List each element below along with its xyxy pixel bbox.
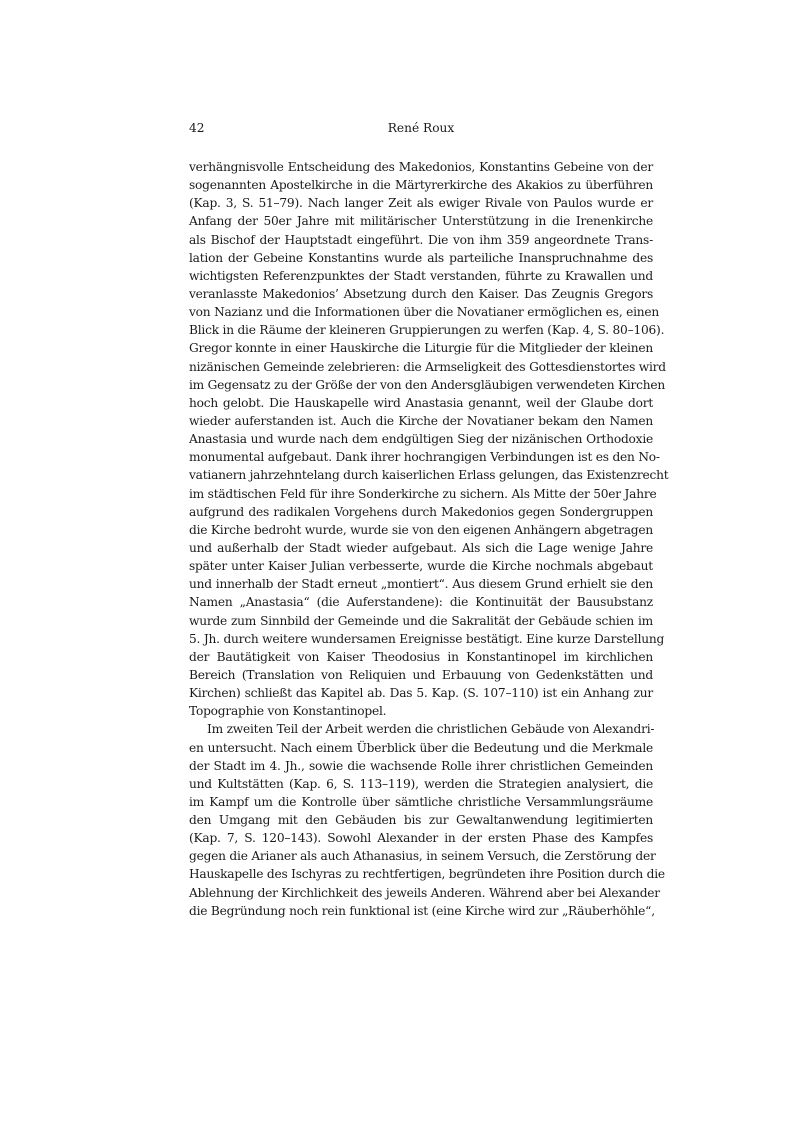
text-line: gegen die Arianer als auch Athanasius, in seinem Versuch, die Zerstörung der (189, 849, 656, 864)
text-line: vatianern jahrzehntelang durch kaiserlichen Erlass gelungen, das Existenzrecht (189, 468, 669, 483)
text-line: veranlasste Makedonios’ Absetzung durch den Kaiser. Das Zeugnis Gregors (189, 286, 653, 301)
text-line: und Kultstätten (Kap. 6, S. 113–119), werden die Strategien analysiert, die (189, 776, 653, 791)
text-line: Blick in die Räume der kleineren Gruppierungen zu werfen (Kap. 4, S. 80–106). (189, 323, 665, 338)
paragraph-end-line: Topographie von Konstantinopel. (189, 704, 387, 719)
text-line: lation der Gebeine Konstantins wurde als parteiliche Inanspruchnahme des (189, 250, 653, 265)
text-line: und innerhalb der Stadt erneut „montiert“. Aus diesem Grund erhielt sie den (189, 577, 653, 592)
text-line: Anfang der 50er Jahre mit militärischer Unterstützung in die Irenenkirche (189, 214, 653, 229)
text-line: en untersucht. Nach einem Überblick über die Bedeutung und die Merkmale (189, 740, 653, 755)
text-line: die Kirche bedroht wurde, wurde sie von den eigenen Anhängern abgetragen (189, 522, 653, 537)
text-line: und außerhalb der Stadt wieder aufgebaut. Als sich die Lage wenige Jahre (189, 540, 653, 555)
text-line: hoch gelobt. Die Hauskapelle wird Anastasia genannt, weil der Glaube dort (189, 395, 653, 410)
text-line: von Nazianz und die Informationen über die Novatianer ermöglichen es, einen (189, 305, 660, 320)
text-line: im Kampf um die Kontrolle über sämtliche christliche Versammlungsräume (189, 794, 653, 809)
text-line: die Begründung noch rein funktional ist (eine Kirche wird zur „Räuberhöhle“, (189, 903, 655, 918)
paragraph-first-line: Im zweiten Teil der Arbeit werden die christlichen Gebäude von Alexandri- (207, 722, 655, 737)
body-text (189, 158, 669, 920)
text-line: Namen „Anastasia“ (die Auferstandene): die Kontinuität der Bausubstanz (189, 595, 653, 610)
text-line: monumental aufgebaut. Dank ihrer hochrangigen Verbindungen ist es den No- (189, 450, 660, 465)
text-line: im Gegensatz zu der Größe der von den Andersgläubigen verwendeten Kirchen (189, 377, 666, 392)
text-line: im städtischen Feld für ihre Sonderkirche zu sichern. Als Mitte der 50er Jahre (189, 486, 657, 501)
text-line: sogenannten Apostelkirche in die Märtyrerkirche des Akakios zu überführen (189, 178, 653, 193)
text-line: aufgrund des radikalen Vorgehens durch Makedonios gegen Sondergruppen (189, 504, 653, 519)
text-line: Bereich (Translation von Reliquien und Erbauung von Gedenkstätten und (189, 667, 653, 682)
text-line: wichtigsten Referenzpunktes der Stadt verstanden, führte zu Krawallen und (189, 268, 653, 283)
text-line: später unter Kaiser Julian verbesserte, wurde die Kirche nochmals abgebaut (189, 559, 653, 574)
text-line: nizänischen Gemeinde zelebrieren: die Armseligkeit des Gottesdienstortes wird (189, 359, 666, 374)
text-line: verhängnisvolle Entscheidung des Makedonios, Konstantins Gebeine von der (189, 160, 653, 174)
text-line: Gregor konnte in einer Hauskirche die Liturgie für die Mitglieder der kleinen (189, 341, 653, 356)
text-line: Kirchen) schließt das Kapitel ab. Das 5. Kap. (S. 107–110) ist ein Anhang zur (189, 686, 653, 701)
text-line: als Bischof der Hauptstadt eingeführt. Die von ihm 359 angeordnete Trans- (189, 232, 653, 247)
text-line: Hauskapelle des Ischyras zu rechtfertigen, begründeten ihre Position durch die (189, 867, 665, 882)
text-line: den Umgang mit den Gebäuden bis zur Gewaltanwendung legitimierten (189, 813, 653, 828)
text-line: wurde zum Sinnbild der Gemeinde und die Sakralität der Gebäude schien im (189, 613, 653, 628)
text-line: Ablehnung der Kirchlichkeit des jeweils Anderen. Während aber bei Alexander (189, 885, 660, 900)
text-line: (Kap. 3, S. 51–79). Nach langer Zeit als ewiger Rivale von Paulos wurde er (189, 196, 653, 211)
text-line: der Bautätigkeit von Kaiser Theodosius in Konstantinopel im kirchlichen (189, 649, 653, 664)
text-line: Anastasia und wurde nach dem endgültigen Sieg der nizänischen Orthodoxie (189, 432, 653, 447)
text-line: der Stadt im 4. Jh., sowie die wachsende Rolle ihrer christlichen Gemeinden (189, 758, 653, 773)
text-line: 5. Jh. durch weitere wundersamen Ereignisse bestätigt. Eine kurze Darstellung (189, 631, 665, 646)
running-head (189, 118, 653, 138)
page (189, 118, 669, 920)
running-title-author: René Roux (387, 121, 455, 135)
text-line: wieder auferstanden ist. Auch die Kirche der Novatianer bekam den Namen (189, 413, 653, 428)
page-number: 42 (189, 121, 205, 135)
text-line: (Kap. 7, S. 120–143). Sowohl Alexander in der ersten Phase des Kampfes (189, 831, 653, 846)
